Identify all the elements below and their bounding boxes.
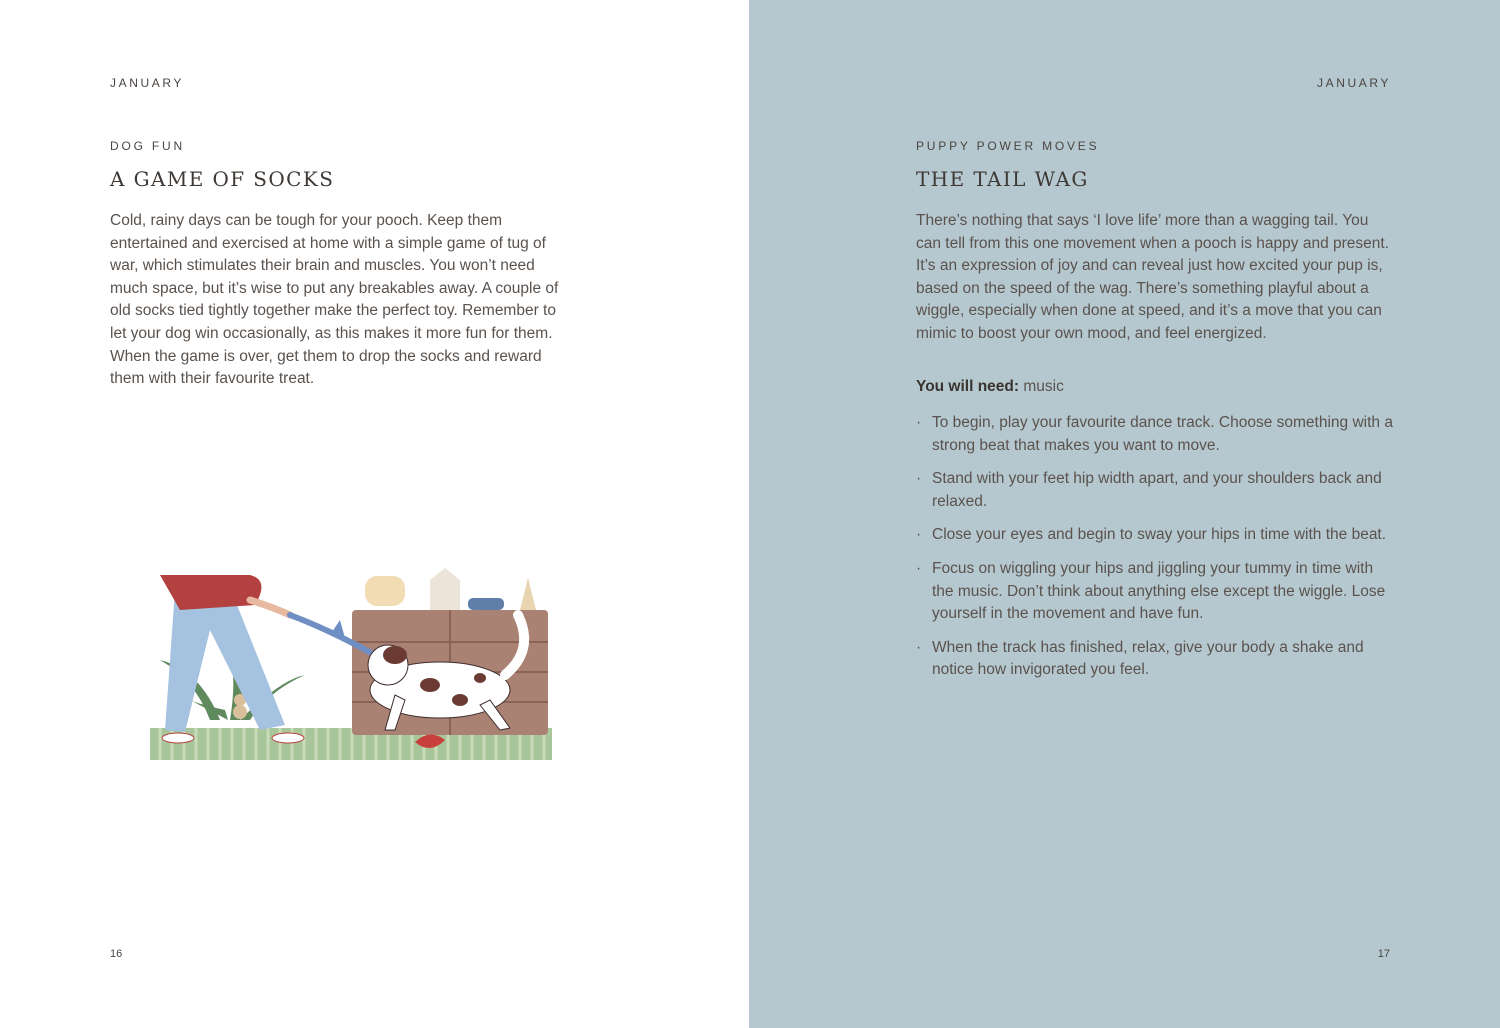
list-item	[916, 468, 1396, 513]
list-item	[916, 524, 1396, 547]
needs-value: music	[1019, 378, 1064, 395]
bullet: ·	[916, 559, 922, 577]
list-item-text: To begin, play your favourite dance track. Choose something with a strong beat that makes you want to move.	[932, 414, 1393, 454]
body-paragraph: Cold, rainy days can be tough for your pooch. Keep them entertained and exercised at home with a simple game of tug of war, which stimulates their brain and muscles. You won’t need much space, but it’s wise to put any breakables away. A couple of old socks tied tightly together make the perfect toy. Remember to let your dog win occasionally, as this makes it more fun for them. When the game is over, get them to drop the socks and reward them with their favourite treat.	[110, 212, 559, 388]
bullet: ·	[916, 526, 922, 544]
list-item-text: Close your eyes and begin to sway your hips in time with the beat.	[932, 526, 1387, 544]
page-title: A GAME OF SOCKS	[110, 167, 335, 191]
section-kicker: PUPPY POWER MOVES	[916, 139, 1100, 153]
page-number: 16	[110, 948, 123, 960]
list-item	[916, 412, 1396, 457]
section-kicker: DOG FUN	[110, 139, 185, 153]
bullet: ·	[916, 470, 922, 488]
running-head: JANUARY	[1317, 76, 1391, 90]
left-page	[0, 0, 749, 1028]
bullet: ·	[916, 638, 922, 656]
running-head: JANUARY	[110, 76, 184, 90]
you-will-need	[916, 378, 1064, 396]
body-paragraph: There’s nothing that says ‘I love life’ more than a wagging tail. You can tell from this one movement when a pooch is happy and present. It’s an expression of joy and can reveal just how excited your pup is, based on the speed of the wag. There’s something playful about a wiggle, especially when done at speed, and it’s a move that you can mimic to boost your own mood, and feel energized.	[916, 212, 1390, 342]
page-number: 17	[1377, 948, 1390, 960]
steps-list	[916, 412, 1396, 693]
bullet: ·	[916, 414, 922, 431]
list-item	[916, 558, 1396, 626]
right-page	[749, 0, 1500, 1028]
list-item-text: Stand with your feet hip width apart, and your shoulders back and relaxed.	[932, 470, 1382, 510]
needs-label: You will need:	[916, 378, 1020, 395]
list-item-text: When the track has finished, relax, give your body a shake and notice how invigorated you feel.	[932, 638, 1364, 679]
list-item-text: Focus on wiggling your hips and jiggling your tummy in time with the music. Don’t think about anything else except the wiggle. Lose yourself in the movement and have fun.	[932, 559, 1386, 623]
list-item	[916, 637, 1396, 682]
page-title: THE TAIL WAG	[916, 167, 1089, 191]
dog-tug-of-war-illustration	[140, 560, 560, 770]
